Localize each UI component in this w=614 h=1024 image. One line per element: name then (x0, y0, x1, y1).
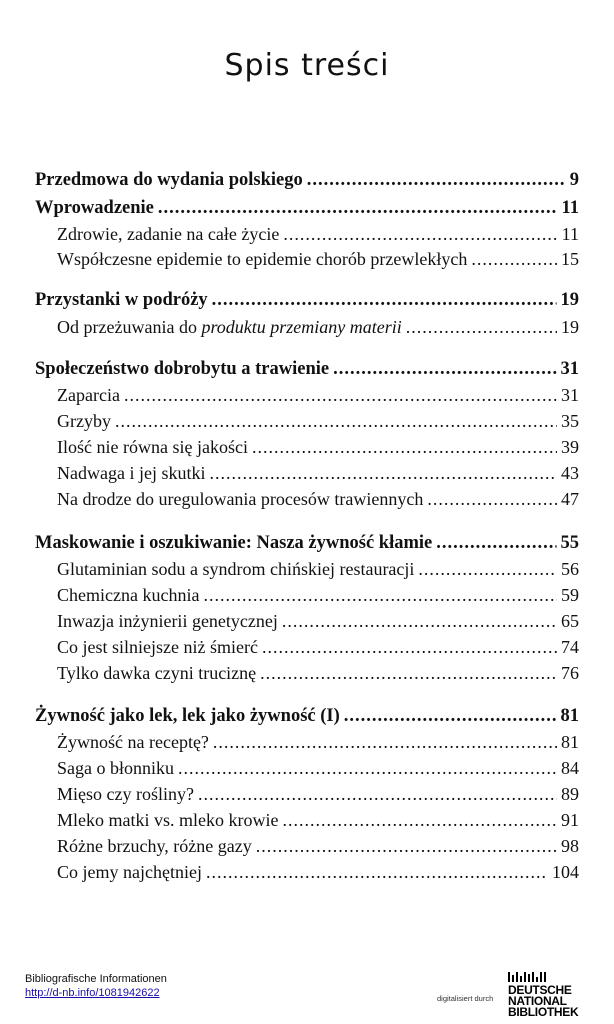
toc-row (35, 356, 579, 382)
toc-entry-title: Przedmowa do wydania polskiego (35, 170, 303, 190)
toc-row (57, 556, 579, 582)
dot-leader (124, 382, 557, 408)
toc-entry-page: 89 (561, 784, 579, 804)
dot-leader (282, 807, 557, 833)
dnb-logo-line: NATIONAL (508, 994, 567, 1008)
toc-entry-title: Maskowanie i oszukiwanie: Nasza żywność kłamie (35, 533, 433, 553)
toc-entry-page: 15 (561, 249, 579, 269)
toc-row (57, 434, 579, 460)
toc-entry-page: 81 (560, 706, 579, 726)
toc-entry-title: Inwazja inżynierii genetycznej (57, 611, 278, 631)
toc-entry-title-text: Od przeżuwania do (57, 317, 202, 337)
toc-entry-title: Chemiczna kuchnia (57, 585, 200, 605)
dot-leader (471, 246, 557, 272)
toc-row (57, 729, 579, 755)
dot-leader (333, 356, 556, 382)
toc-row (57, 221, 579, 247)
toc-row (57, 634, 579, 660)
toc-entry-page: 59 (561, 585, 579, 605)
dnb-logo (508, 972, 592, 1020)
toc-row (57, 246, 579, 272)
toc-entry-title: Mięso czy rośliny? (57, 784, 194, 804)
toc-row (57, 807, 579, 833)
toc-entry-page: 47 (561, 489, 579, 509)
bibliographic-info-link[interactable]: http://d-nb.info/1081942622 (25, 987, 160, 999)
dot-leader (436, 530, 556, 556)
dot-leader (260, 660, 557, 686)
toc-row (35, 167, 579, 193)
dot-leader (206, 859, 548, 885)
toc-entry-title: Nadwaga i jej skutki (57, 463, 206, 483)
dot-leader (198, 781, 557, 807)
toc-entry-title: Społeczeństwo dobrobytu a trawienie (35, 359, 330, 379)
toc-row (57, 859, 579, 885)
toc-row (35, 703, 579, 729)
toc-entry-page: 11 (561, 224, 579, 244)
dot-leader (203, 582, 557, 608)
page-title: Spis treści (224, 48, 390, 83)
dot-leader (252, 434, 557, 460)
toc-entry-title: Przystanki w podróży (35, 290, 208, 310)
toc-entry-title: Glutaminian sodu a syndrom chińskiej restauracji (57, 559, 415, 579)
toc-row (57, 755, 579, 781)
toc-entry-page: 55 (560, 533, 579, 553)
toc-entry-title-italic: produktu przemiany materii (201, 317, 402, 337)
toc-entry-title (57, 314, 402, 340)
dot-leader (256, 833, 557, 859)
toc-entry-page: 56 (561, 559, 579, 579)
toc-entry-page: 19 (561, 317, 579, 337)
toc-row (57, 314, 579, 340)
toc-row (35, 287, 579, 313)
toc-row (57, 833, 579, 859)
dot-leader (307, 167, 566, 193)
toc-entry-title: Na drodze do uregulowania procesów trawiennych (57, 489, 424, 509)
toc-entry-page: 84 (561, 758, 579, 778)
toc-entry-title: Saga o błonniku (57, 758, 174, 778)
dot-leader (213, 729, 557, 755)
toc-entry-page: 35 (561, 411, 579, 431)
digitized-by-label: digitalisiert durch (437, 994, 494, 1003)
toc-entry-title: Ilość nie równa się jakości (57, 437, 248, 457)
dot-leader (158, 195, 558, 221)
toc-entry-title: Żywność na receptę? (57, 732, 209, 752)
toc-entry-title: Różne brzuchy, różne gazy (57, 836, 252, 856)
toc-row (57, 486, 579, 512)
toc-row (57, 408, 579, 434)
toc-entry-page: 9 (569, 170, 579, 190)
toc-entry-page: 39 (561, 437, 579, 457)
toc-entry-page: 104 (552, 862, 579, 882)
dot-leader (209, 460, 557, 486)
toc-row (57, 608, 579, 634)
toc-entry-page: 11 (561, 198, 579, 218)
dot-leader (178, 755, 557, 781)
toc-row (57, 582, 579, 608)
toc-entry-title: Mleko matki vs. mleko krowie (57, 810, 279, 830)
bibliographic-info-label: Bibliografische Informationen (25, 973, 167, 985)
dot-leader (115, 408, 557, 434)
dot-leader (262, 634, 557, 660)
toc-entry-title: Tylko dawka czyni truciznę (57, 663, 257, 683)
toc-entry-page: 91 (561, 810, 579, 830)
toc-entry-page: 98 (561, 836, 579, 856)
dot-leader (418, 556, 557, 582)
dnb-logo-bars-icon (508, 972, 592, 982)
toc-entry-title: Co jemy najchętniej (57, 862, 202, 882)
toc-row (57, 460, 579, 486)
dot-leader (212, 287, 557, 313)
toc-entry-page: 76 (561, 663, 579, 683)
toc-row (57, 382, 579, 408)
toc-entry-page: 31 (560, 359, 579, 379)
dot-leader (406, 314, 557, 340)
toc-entry-page: 65 (561, 611, 579, 631)
toc-entry-page: 43 (561, 463, 579, 483)
toc-entry-title: Wprowadzenie (35, 198, 154, 218)
dnb-logo-line: DEUTSCHE (508, 983, 572, 997)
dot-leader (427, 486, 557, 512)
toc-entry-page: 31 (561, 385, 579, 405)
toc-entry-page: 19 (560, 290, 579, 310)
toc-entry-title: Co jest silniejsze niż śmierć (57, 637, 258, 657)
toc-entry-title: Współczesne epidemie to epidemie chorób przewlekłych (57, 249, 468, 269)
toc-entry-title: Zdrowie, zadanie na całe życie (57, 224, 280, 244)
toc-entry-title: Żywność jako lek, lek jako żywność (I) (35, 706, 340, 726)
toc-entry-title: Grzyby (57, 411, 111, 431)
dot-leader (344, 703, 557, 729)
dnb-logo-line: BIBLIOTHEK (508, 1005, 579, 1019)
toc-row (57, 660, 579, 686)
toc-entry-page: 74 (561, 637, 579, 657)
dot-leader (283, 221, 557, 247)
toc-entry-title: Zaparcia (57, 385, 120, 405)
dot-leader (282, 608, 557, 634)
toc-row (57, 781, 579, 807)
toc-row (35, 195, 579, 221)
toc-entry-page: 81 (561, 732, 579, 752)
toc-row (35, 530, 579, 556)
bibliographic-info (25, 972, 167, 1000)
